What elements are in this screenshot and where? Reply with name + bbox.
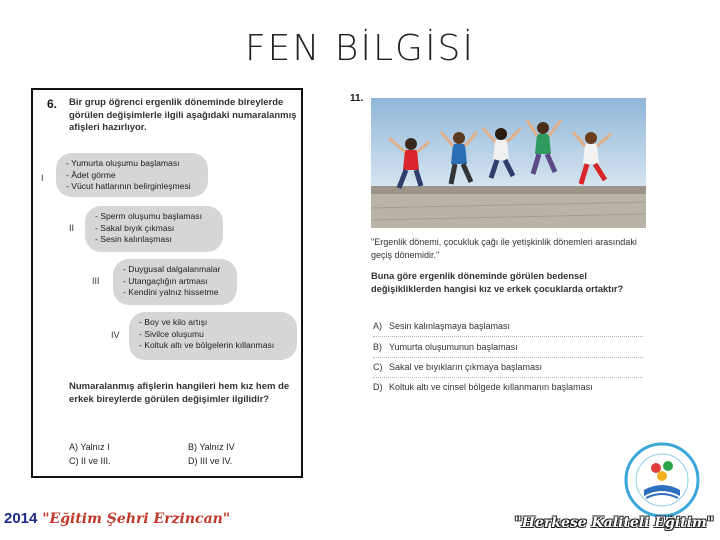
question-6-panel [31, 88, 303, 478]
poster-3 [113, 259, 237, 305]
question-11-option-c [373, 362, 542, 372]
question-11-stem: Buna göre ergenlik döneminde görülen bedensel değişikliklerden hangisi kız ve erkek çocuklarda ortaktır? [371, 271, 624, 294]
question-6-ask: Numaralanmış afişlerin hangileri hem kız hem de erkek bireylerde görülen değişimler ilgilidir? [69, 381, 290, 405]
option-letter: C) [373, 362, 383, 372]
option-text: Sesin kalınlaşmaya başlaması [389, 321, 511, 331]
question-6-option-d: D) III ve IV. [188, 456, 233, 466]
poster-4-line: - Koltuk altı ve bölgelerin kıllanması [139, 340, 275, 350]
question-11-number: 11. [350, 93, 364, 104]
option-letter: A) [373, 321, 382, 331]
jumping-teens-photo [371, 98, 646, 228]
poster-1 [56, 153, 208, 197]
question-6-option-b: B) Yalnız IV [188, 442, 235, 452]
option-text: Yumurta oluşumunun başlaması [389, 342, 518, 352]
question-11-caption: "Ergenlik dönemi, çocukluk çağı ile yetişkinlik dönemleri arasındaki geçiş dönemidir." [371, 237, 637, 260]
poster-3-line: - Kendini yalnız hissetme [123, 287, 219, 297]
dotted-divider [373, 377, 643, 378]
question-6-option-a: A) Yalnız I [69, 442, 110, 452]
footer-slogan-text: "Eğitim Şehri Erzincan" [42, 511, 231, 527]
question-11-option-a [373, 321, 510, 331]
poster-4-line: - Sivilce oluşumu [139, 328, 204, 339]
poster-1-line: - Yumurta oluşumu başlaması [66, 158, 180, 168]
directorate-seal-logo [622, 440, 702, 520]
poster-2-roman: II [69, 223, 75, 233]
question-6-number: 6. [47, 97, 58, 111]
poster-1-line: - Âdet görme [66, 169, 116, 180]
option-letter: D) [373, 382, 383, 392]
poster-1-roman: I [41, 173, 44, 183]
poster-4-line: - Boy ve kilo artışı [139, 317, 208, 327]
option-text: Sakal ve bıyıkların çıkmaya başlaması [389, 362, 543, 372]
poster-2-line: - Sakal bıyık çıkması [95, 222, 175, 233]
option-text: Koltuk altı ve cinsel bölgede kıllanmanın başlaması [389, 382, 593, 392]
slide-title: FEN BİLGİSİ [244, 28, 476, 69]
poster-2-line: - Sperm oluşumu başlaması [95, 211, 202, 221]
poster-4-roman: IV [111, 330, 120, 340]
footer-motto: "Herkese Kaliteli Eğitim" [514, 515, 714, 531]
option-letter: B) [373, 342, 382, 352]
dotted-divider [373, 357, 643, 358]
poster-2-line: - Sesin kalınlaşması [95, 234, 172, 244]
poster-2 [85, 206, 223, 252]
poster-3-roman: III [92, 276, 100, 286]
question-11-option-d [373, 382, 593, 392]
footer-year: 2014 [4, 510, 38, 527]
footer-slogan [4, 510, 230, 527]
question-11-option-b [373, 342, 518, 352]
dotted-divider [373, 336, 643, 337]
poster-1-line: - Vücut hatlarının belirginleşmesi [66, 181, 191, 191]
question-6-option-c: C) II ve III. [69, 456, 111, 466]
poster-4 [129, 312, 297, 360]
poster-3-line: - Duygusal dalgalanmalar [123, 264, 221, 274]
question-6-stem: Bir grup öğrenci ergenlik döneminde bireylerde görülen değişimlerle ilgili aşağıdaki numaralanmış afişleri hazırlıyor. [69, 97, 297, 133]
poster-3-line: - Utangaçlığın artması [123, 275, 208, 286]
